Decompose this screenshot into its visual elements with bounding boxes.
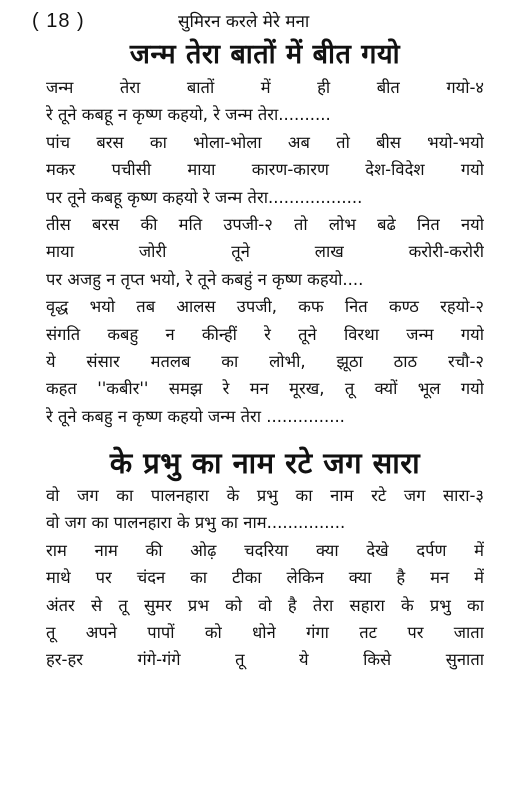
lyric-line: रे तूने कबहु न कृष्ण कहयो जन्म तेरा ...............	[46, 406, 345, 426]
lyric-line: माया जोरी तूने लाख करोरी-करोरी	[46, 242, 484, 262]
song-title: के प्रभु का नाम रटे जग सारा	[109, 446, 421, 481]
lyric-line: तू अपने पापों को धोने गंगा तट पर जाता	[46, 623, 484, 643]
lyric-line: हर-हर गंगे-गंगे तू ये किसे सुनाता	[46, 650, 484, 670]
song-title: जन्म तेरा बातों में बीत गयो	[129, 39, 401, 70]
lyric-line: रे तूने कबहू न कृष्ण कहयो, रे जन्म तेरा..........	[46, 105, 331, 125]
lyric-line: राम नाम की ओढ़ चदरिया क्या देखे दर्पण में	[46, 540, 484, 560]
page-number: ( 18 )	[32, 10, 85, 32]
lyric-line: वो जग का पालनहारा के प्रभु का नाम रटे जग सारा-३	[46, 486, 484, 506]
lyric-line: वृद्ध भयो तब आलस उपजी, कफ नित कण्ठ रहयो-२	[46, 297, 484, 317]
lyric-line: जन्म तेरा बातों में ही बीत गयो-४	[46, 78, 484, 97]
lyric-line: अंतर से तू सुमर प्रभ को वो है तेरा सहारा के प्रभु का	[46, 595, 484, 615]
lyric-line: माथे पर चंदन का टीका लेकिन क्या है मन में	[46, 568, 484, 588]
song-section	[46, 36, 484, 430]
lyric-line: कहत ''कबीर'' समझ रे मन मूरख, तू क्यों भूल गयो	[46, 379, 484, 399]
lyric-line: वो जग का पालनहारा के प्रभु का नाम...............	[46, 513, 346, 533]
lyric-line: मकर पचीसी माया कारण-कारण देश-विदेश गयो	[46, 160, 484, 180]
running-title: सुमिरन करले मेरे मना	[178, 12, 310, 32]
lyric-line: तीस बरस की मति उपजी-२ तो लोभ बढे नित नयो	[46, 214, 484, 234]
lyric-line: पर अजहु न तृप्त भयो, रे तूने कबहुं न कृष्ण कहयो....	[46, 269, 364, 289]
lyric-line: संगति कबहु न कीन्हीं रे तूने विरथा जन्म गयो	[46, 324, 484, 344]
song-section	[46, 444, 484, 674]
lyric-line: ये संसार मतलब का लोभी, झूठा ठाठ रचौ-२	[46, 351, 484, 371]
lyric-line: पर तूने कबहू कृष्ण कहयो रे जन्म तेरा..................	[46, 187, 363, 207]
page-header	[32, 6, 484, 36]
lyric-line: पांच बरस का भोला-भोला अब तो बीस भयो-भयो	[46, 132, 484, 152]
